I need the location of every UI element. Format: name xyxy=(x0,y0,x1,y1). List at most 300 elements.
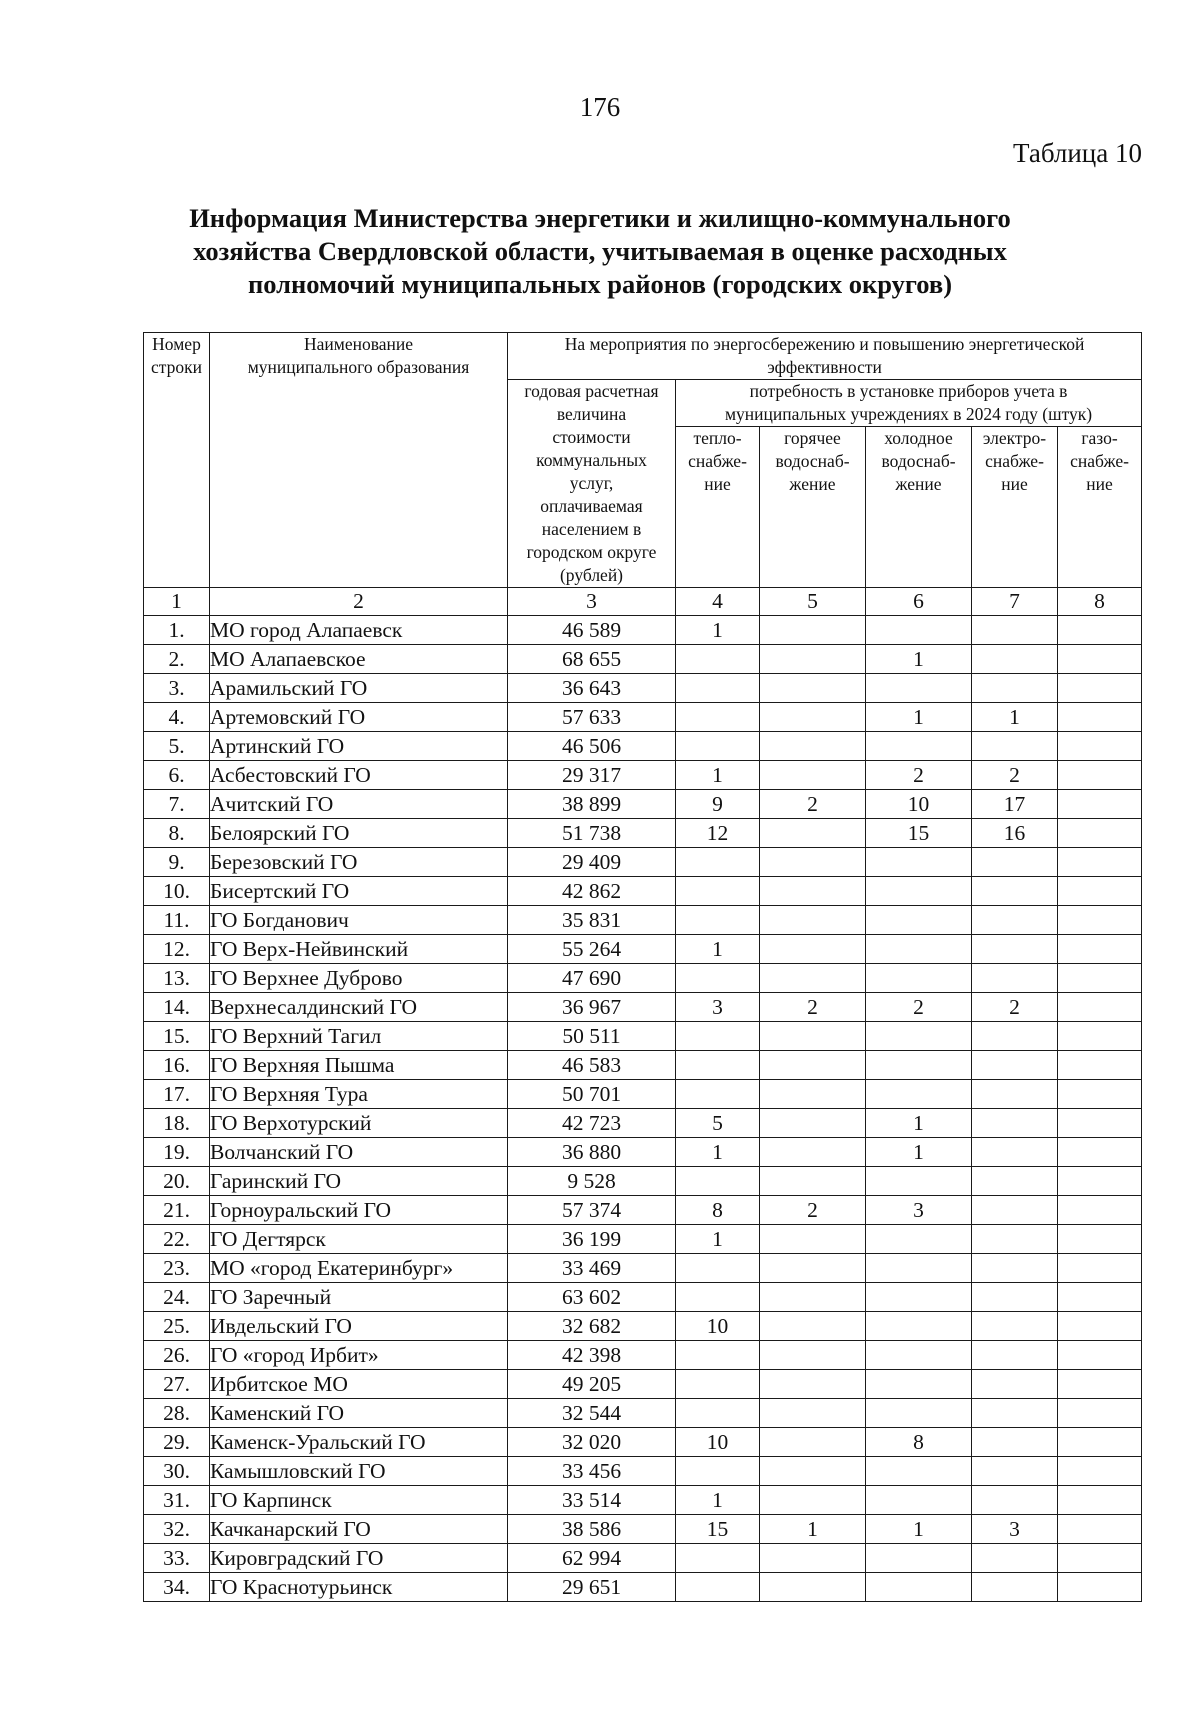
hot-water-cell xyxy=(760,964,866,993)
heat-supply-cell xyxy=(676,1022,760,1051)
electricity-cell xyxy=(972,674,1058,703)
municipality-name-cell: ГО Верх-Нейвинский xyxy=(210,935,508,964)
gas-cell xyxy=(1058,1283,1142,1312)
gas-cell xyxy=(1058,906,1142,935)
municipality-name-cell: ГО Заречный xyxy=(210,1283,508,1312)
heat-supply-cell xyxy=(676,1080,760,1109)
heat-supply-cell: 3 xyxy=(676,993,760,1022)
cold-water-cell: 10 xyxy=(866,790,972,819)
hot-water-cell xyxy=(760,1022,866,1051)
heat-supply-cell: 12 xyxy=(676,819,760,848)
table-row xyxy=(144,877,1142,906)
heat-supply-cell xyxy=(676,1254,760,1283)
hot-water-cell: 1 xyxy=(760,1515,866,1544)
row-number-cell: 29. xyxy=(144,1428,210,1457)
row-number-cell: 16. xyxy=(144,1051,210,1080)
cold-water-cell xyxy=(866,1051,972,1080)
municipality-name-cell: Ачитский ГО xyxy=(210,790,508,819)
gas-cell xyxy=(1058,1022,1142,1051)
hot-water-cell xyxy=(760,877,866,906)
column-number: 7 xyxy=(972,588,1058,616)
table-row xyxy=(144,1341,1142,1370)
heat-supply-cell xyxy=(676,732,760,761)
hot-water-cell xyxy=(760,1370,866,1399)
gas-cell xyxy=(1058,964,1142,993)
cold-water-cell xyxy=(866,964,972,993)
heat-supply-cell: 5 xyxy=(676,1109,760,1138)
annual-cost-cell: 38 899 xyxy=(508,790,676,819)
cold-water-cell xyxy=(866,1370,972,1399)
header-annual-cost: годовая расчетная величина стоимости коммунальных услуг, оплачиваемая населением в городском округе (рублей) xyxy=(508,380,676,588)
gas-cell xyxy=(1058,993,1142,1022)
municipality-name-cell: Кировградский ГО xyxy=(210,1544,508,1573)
gas-cell xyxy=(1058,935,1142,964)
annual-cost-cell: 33 469 xyxy=(508,1254,676,1283)
table-row xyxy=(144,616,1142,645)
electricity-cell xyxy=(972,848,1058,877)
heat-supply-cell xyxy=(676,1341,760,1370)
row-number-cell: 22. xyxy=(144,1225,210,1254)
electricity-cell xyxy=(972,1022,1058,1051)
electricity-cell: 2 xyxy=(972,761,1058,790)
gas-cell xyxy=(1058,1573,1142,1602)
electricity-cell: 16 xyxy=(972,819,1058,848)
gas-cell xyxy=(1058,732,1142,761)
hot-water-cell xyxy=(760,935,866,964)
municipality-name-cell: Артинский ГО xyxy=(210,732,508,761)
heat-supply-cell xyxy=(676,1573,760,1602)
hot-water-cell xyxy=(760,1283,866,1312)
row-number-cell: 3. xyxy=(144,674,210,703)
column-number: 2 xyxy=(210,588,508,616)
annual-cost-cell: 9 528 xyxy=(508,1167,676,1196)
cold-water-cell: 1 xyxy=(866,1109,972,1138)
header-meter-need: потребность в установке приборов учета в муниципальных учреждениях в 2024 году (штук) xyxy=(676,380,1142,427)
electricity-cell: 17 xyxy=(972,790,1058,819)
heat-supply-cell xyxy=(676,703,760,732)
row-number-cell: 32. xyxy=(144,1515,210,1544)
gas-cell xyxy=(1058,1457,1142,1486)
gas-cell xyxy=(1058,1341,1142,1370)
electricity-cell xyxy=(972,616,1058,645)
electricity-cell xyxy=(972,1341,1058,1370)
title-line: полномочий муниципальных районов (городских округов) xyxy=(247,269,953,299)
column-number: 5 xyxy=(760,588,866,616)
municipality-name-cell: Бисертский ГО xyxy=(210,877,508,906)
table-row xyxy=(144,964,1142,993)
electricity-cell xyxy=(972,1457,1058,1486)
table-row xyxy=(144,1370,1142,1399)
row-number-cell: 15. xyxy=(144,1022,210,1051)
heat-supply-cell xyxy=(676,1457,760,1486)
cold-water-cell xyxy=(866,1225,972,1254)
row-number-cell: 18. xyxy=(144,1109,210,1138)
table-row xyxy=(144,819,1142,848)
annual-cost-cell: 33 514 xyxy=(508,1486,676,1515)
column-number: 6 xyxy=(866,588,972,616)
cold-water-cell: 1 xyxy=(866,703,972,732)
municipality-name-cell: Каменский ГО xyxy=(210,1399,508,1428)
cold-water-cell: 1 xyxy=(866,1515,972,1544)
gas-cell xyxy=(1058,877,1142,906)
row-number-cell: 26. xyxy=(144,1341,210,1370)
annual-cost-cell: 57 633 xyxy=(508,703,676,732)
municipality-name-cell: МО город Алапаевск xyxy=(210,616,508,645)
municipality-name-cell: ГО Верхнее Дуброво xyxy=(210,964,508,993)
gas-cell xyxy=(1058,1080,1142,1109)
gas-cell xyxy=(1058,790,1142,819)
hot-water-cell xyxy=(760,1109,866,1138)
heat-supply-cell: 10 xyxy=(676,1428,760,1457)
annual-cost-cell: 32 682 xyxy=(508,1312,676,1341)
municipality-name-cell: ГО Верхотурский xyxy=(210,1109,508,1138)
cold-water-cell: 2 xyxy=(866,761,972,790)
municipality-name-cell: Березовский ГО xyxy=(210,848,508,877)
table-row xyxy=(144,1254,1142,1283)
electricity-cell xyxy=(972,964,1058,993)
municipality-name-cell: Качканарский ГО xyxy=(210,1515,508,1544)
municipality-name-cell: Ивдельский ГО xyxy=(210,1312,508,1341)
electricity-cell xyxy=(972,1109,1058,1138)
annual-cost-cell: 51 738 xyxy=(508,819,676,848)
cold-water-cell xyxy=(866,1080,972,1109)
municipality-name-cell: ГО Краснотурьинск xyxy=(210,1573,508,1602)
cold-water-cell xyxy=(866,935,972,964)
title-line: Информация Министерства энергетики и жилищно-коммунального xyxy=(189,203,1011,233)
municipality-name-cell: Асбестовский ГО xyxy=(210,761,508,790)
gas-cell xyxy=(1058,645,1142,674)
table-row xyxy=(144,1399,1142,1428)
hot-water-cell xyxy=(760,1080,866,1109)
electricity-cell xyxy=(972,1254,1058,1283)
hot-water-cell xyxy=(760,906,866,935)
row-number-cell: 2. xyxy=(144,645,210,674)
cold-water-cell: 1 xyxy=(866,645,972,674)
heat-supply-cell: 8 xyxy=(676,1196,760,1225)
heat-supply-cell xyxy=(676,1051,760,1080)
gas-cell xyxy=(1058,1370,1142,1399)
table-row xyxy=(144,732,1142,761)
electricity-cell xyxy=(972,1370,1058,1399)
electricity-cell xyxy=(972,877,1058,906)
row-number-cell: 13. xyxy=(144,964,210,993)
table-row xyxy=(144,1486,1142,1515)
table-row xyxy=(144,935,1142,964)
row-number-cell: 4. xyxy=(144,703,210,732)
electricity-cell xyxy=(972,1196,1058,1225)
row-number-cell: 12. xyxy=(144,935,210,964)
hot-water-cell xyxy=(760,732,866,761)
header-row-number: Номер строки xyxy=(144,333,210,588)
annual-cost-cell: 50 511 xyxy=(508,1022,676,1051)
title-line: хозяйства Свердловской области, учитываемая в оценке расходных xyxy=(193,236,1007,266)
table-row xyxy=(144,1573,1142,1602)
heat-supply-cell: 10 xyxy=(676,1312,760,1341)
hot-water-cell xyxy=(760,1544,866,1573)
annual-cost-cell: 36 199 xyxy=(508,1225,676,1254)
row-number-cell: 6. xyxy=(144,761,210,790)
gas-cell xyxy=(1058,1109,1142,1138)
electricity-cell: 2 xyxy=(972,993,1058,1022)
heat-supply-cell: 1 xyxy=(676,935,760,964)
row-number-cell: 20. xyxy=(144,1167,210,1196)
annual-cost-cell: 46 589 xyxy=(508,616,676,645)
hot-water-cell xyxy=(760,703,866,732)
heat-supply-cell xyxy=(676,1167,760,1196)
hot-water-cell xyxy=(760,761,866,790)
municipality-name-cell: ГО Верхняя Тура xyxy=(210,1080,508,1109)
table-row xyxy=(144,645,1142,674)
table-row xyxy=(144,906,1142,935)
municipality-name-cell: Горноуральский ГО xyxy=(210,1196,508,1225)
cold-water-cell xyxy=(866,616,972,645)
annual-cost-cell: 32 020 xyxy=(508,1428,676,1457)
gas-cell xyxy=(1058,1051,1142,1080)
municipality-name-cell: ГО Дегтярск xyxy=(210,1225,508,1254)
annual-cost-cell: 35 831 xyxy=(508,906,676,935)
heat-supply-cell xyxy=(676,877,760,906)
municipality-name-cell: Арамильский ГО xyxy=(210,674,508,703)
header-electricity: электро- снабже- ние xyxy=(972,427,1058,588)
cold-water-cell xyxy=(866,1312,972,1341)
gas-cell xyxy=(1058,1515,1142,1544)
electricity-cell xyxy=(972,1573,1058,1602)
hot-water-cell xyxy=(760,819,866,848)
table-row xyxy=(144,703,1142,732)
table-row xyxy=(144,674,1142,703)
annual-cost-cell: 33 456 xyxy=(508,1457,676,1486)
annual-cost-cell: 46 506 xyxy=(508,732,676,761)
table-row xyxy=(144,1167,1142,1196)
electricity-cell xyxy=(972,1283,1058,1312)
cold-water-cell xyxy=(866,1254,972,1283)
cold-water-cell: 3 xyxy=(866,1196,972,1225)
cold-water-cell xyxy=(866,1486,972,1515)
annual-cost-cell: 62 994 xyxy=(508,1544,676,1573)
column-number: 8 xyxy=(1058,588,1142,616)
hot-water-cell xyxy=(760,1486,866,1515)
gas-cell xyxy=(1058,703,1142,732)
table-row xyxy=(144,1428,1142,1457)
row-number-cell: 19. xyxy=(144,1138,210,1167)
annual-cost-cell: 50 701 xyxy=(508,1080,676,1109)
municipality-name-cell: ГО Карпинск xyxy=(210,1486,508,1515)
electricity-cell xyxy=(972,935,1058,964)
cold-water-cell xyxy=(866,1022,972,1051)
table-row xyxy=(144,1051,1142,1080)
annual-cost-cell: 68 655 xyxy=(508,645,676,674)
annual-cost-cell: 36 880 xyxy=(508,1138,676,1167)
heat-supply-cell: 1 xyxy=(676,616,760,645)
gas-cell xyxy=(1058,761,1142,790)
document-title xyxy=(100,202,1100,301)
table-row xyxy=(144,1283,1142,1312)
electricity-cell xyxy=(972,1080,1058,1109)
heat-supply-cell xyxy=(676,674,760,703)
annual-cost-cell: 63 602 xyxy=(508,1283,676,1312)
hot-water-cell xyxy=(760,1428,866,1457)
annual-cost-cell: 57 374 xyxy=(508,1196,676,1225)
row-number-cell: 11. xyxy=(144,906,210,935)
gas-cell xyxy=(1058,1196,1142,1225)
header-gas: газо- снабже- ние xyxy=(1058,427,1142,588)
row-number-cell: 17. xyxy=(144,1080,210,1109)
row-number-cell: 9. xyxy=(144,848,210,877)
hot-water-cell xyxy=(760,1051,866,1080)
cold-water-cell xyxy=(866,1341,972,1370)
municipality-name-cell: ГО Верхняя Пышма xyxy=(210,1051,508,1080)
heat-supply-cell xyxy=(676,964,760,993)
cold-water-cell xyxy=(866,906,972,935)
annual-cost-cell: 55 264 xyxy=(508,935,676,964)
table-row xyxy=(144,761,1142,790)
cold-water-cell: 1 xyxy=(866,1138,972,1167)
table-row xyxy=(144,1138,1142,1167)
cold-water-cell xyxy=(866,674,972,703)
annual-cost-cell: 49 205 xyxy=(508,1370,676,1399)
hot-water-cell xyxy=(760,1167,866,1196)
column-number: 4 xyxy=(676,588,760,616)
table-row xyxy=(144,1457,1142,1486)
municipality-name-cell: Артемовский ГО xyxy=(210,703,508,732)
row-number-cell: 8. xyxy=(144,819,210,848)
cold-water-cell: 8 xyxy=(866,1428,972,1457)
cold-water-cell: 15 xyxy=(866,819,972,848)
gas-cell xyxy=(1058,1312,1142,1341)
electricity-cell xyxy=(972,906,1058,935)
header-municipality-name: Наименование муниципального образования xyxy=(210,333,508,588)
row-number-cell: 7. xyxy=(144,790,210,819)
municipality-name-cell: ГО Верхний Тагил xyxy=(210,1022,508,1051)
table-row xyxy=(144,993,1142,1022)
hot-water-cell xyxy=(760,674,866,703)
row-number-cell: 14. xyxy=(144,993,210,1022)
gas-cell xyxy=(1058,1254,1142,1283)
gas-cell xyxy=(1058,1138,1142,1167)
heat-supply-cell: 1 xyxy=(676,1138,760,1167)
heat-supply-cell xyxy=(676,906,760,935)
table-row xyxy=(144,1225,1142,1254)
municipality-name-cell: Камышловский ГО xyxy=(210,1457,508,1486)
electricity-cell xyxy=(972,732,1058,761)
heat-supply-cell xyxy=(676,1283,760,1312)
municipality-name-cell: МО «город Екатеринбург» xyxy=(210,1254,508,1283)
municipality-name-cell: Ирбитское МО xyxy=(210,1370,508,1399)
row-number-cell: 30. xyxy=(144,1457,210,1486)
electricity-cell xyxy=(972,1544,1058,1573)
column-number-row xyxy=(144,588,1142,616)
electricity-cell: 1 xyxy=(972,703,1058,732)
hot-water-cell xyxy=(760,1573,866,1602)
gas-cell xyxy=(1058,674,1142,703)
annual-cost-cell: 42 862 xyxy=(508,877,676,906)
annual-cost-cell: 42 723 xyxy=(508,1109,676,1138)
gas-cell xyxy=(1058,1544,1142,1573)
electricity-cell xyxy=(972,1051,1058,1080)
gas-cell xyxy=(1058,1399,1142,1428)
row-number-cell: 21. xyxy=(144,1196,210,1225)
annual-cost-cell: 29 317 xyxy=(508,761,676,790)
row-number-cell: 23. xyxy=(144,1254,210,1283)
gas-cell xyxy=(1058,1225,1142,1254)
cold-water-cell xyxy=(866,732,972,761)
electricity-cell xyxy=(972,1312,1058,1341)
heat-supply-cell xyxy=(676,848,760,877)
electricity-cell xyxy=(972,645,1058,674)
page-number: 176 xyxy=(579,92,621,122)
row-number-cell: 5. xyxy=(144,732,210,761)
row-number-cell: 1. xyxy=(144,616,210,645)
row-number-cell: 31. xyxy=(144,1486,210,1515)
gas-cell xyxy=(1058,1486,1142,1515)
heat-supply-cell: 15 xyxy=(676,1515,760,1544)
municipality-name-cell: Каменск-Уральский ГО xyxy=(210,1428,508,1457)
municipality-name-cell: Волчанский ГО xyxy=(210,1138,508,1167)
electricity-cell xyxy=(972,1167,1058,1196)
electricity-cell xyxy=(972,1428,1058,1457)
cold-water-cell xyxy=(866,1167,972,1196)
hot-water-cell xyxy=(760,1138,866,1167)
heat-supply-cell: 9 xyxy=(676,790,760,819)
column-number: 3 xyxy=(508,588,676,616)
hot-water-cell xyxy=(760,645,866,674)
header-cold-water: холодное водоснаб- жение xyxy=(866,427,972,588)
hot-water-cell: 2 xyxy=(760,993,866,1022)
electricity-cell xyxy=(972,1486,1058,1515)
electricity-cell xyxy=(972,1225,1058,1254)
electricity-cell: 3 xyxy=(972,1515,1058,1544)
municipality-name-cell: Белоярский ГО xyxy=(210,819,508,848)
cold-water-cell: 2 xyxy=(866,993,972,1022)
electricity-cell xyxy=(972,1399,1058,1428)
table-label: Таблица 10 xyxy=(1013,138,1142,168)
hot-water-cell: 2 xyxy=(760,1196,866,1225)
heat-supply-cell: 1 xyxy=(676,1225,760,1254)
row-number-cell: 28. xyxy=(144,1399,210,1428)
header-hot-water: горячее водоснаб- жение xyxy=(760,427,866,588)
municipality-name-cell: ГО «город Ирбит» xyxy=(210,1341,508,1370)
table-row xyxy=(144,1312,1142,1341)
annual-cost-cell: 32 544 xyxy=(508,1399,676,1428)
hot-water-cell xyxy=(760,1254,866,1283)
hot-water-cell xyxy=(760,1341,866,1370)
gas-cell xyxy=(1058,1428,1142,1457)
column-number: 1 xyxy=(144,588,210,616)
gas-cell xyxy=(1058,616,1142,645)
table-row xyxy=(144,848,1142,877)
cold-water-cell xyxy=(866,1283,972,1312)
data-table xyxy=(143,332,1142,1602)
municipality-name-cell: Верхнесалдинский ГО xyxy=(210,993,508,1022)
cold-water-cell xyxy=(866,1573,972,1602)
hot-water-cell xyxy=(760,848,866,877)
row-number-cell: 27. xyxy=(144,1370,210,1399)
annual-cost-cell: 36 643 xyxy=(508,674,676,703)
heat-supply-cell: 1 xyxy=(676,761,760,790)
heat-supply-cell xyxy=(676,1399,760,1428)
row-number-cell: 10. xyxy=(144,877,210,906)
table-row xyxy=(144,1196,1142,1225)
hot-water-cell xyxy=(760,1225,866,1254)
gas-cell xyxy=(1058,848,1142,877)
municipality-name-cell: Гаринский ГО xyxy=(210,1167,508,1196)
annual-cost-cell: 29 651 xyxy=(508,1573,676,1602)
header-heat-supply: тепло- снабже- ние xyxy=(676,427,760,588)
annual-cost-cell: 29 409 xyxy=(508,848,676,877)
row-number-cell: 25. xyxy=(144,1312,210,1341)
cold-water-cell xyxy=(866,1457,972,1486)
annual-cost-cell: 38 586 xyxy=(508,1515,676,1544)
